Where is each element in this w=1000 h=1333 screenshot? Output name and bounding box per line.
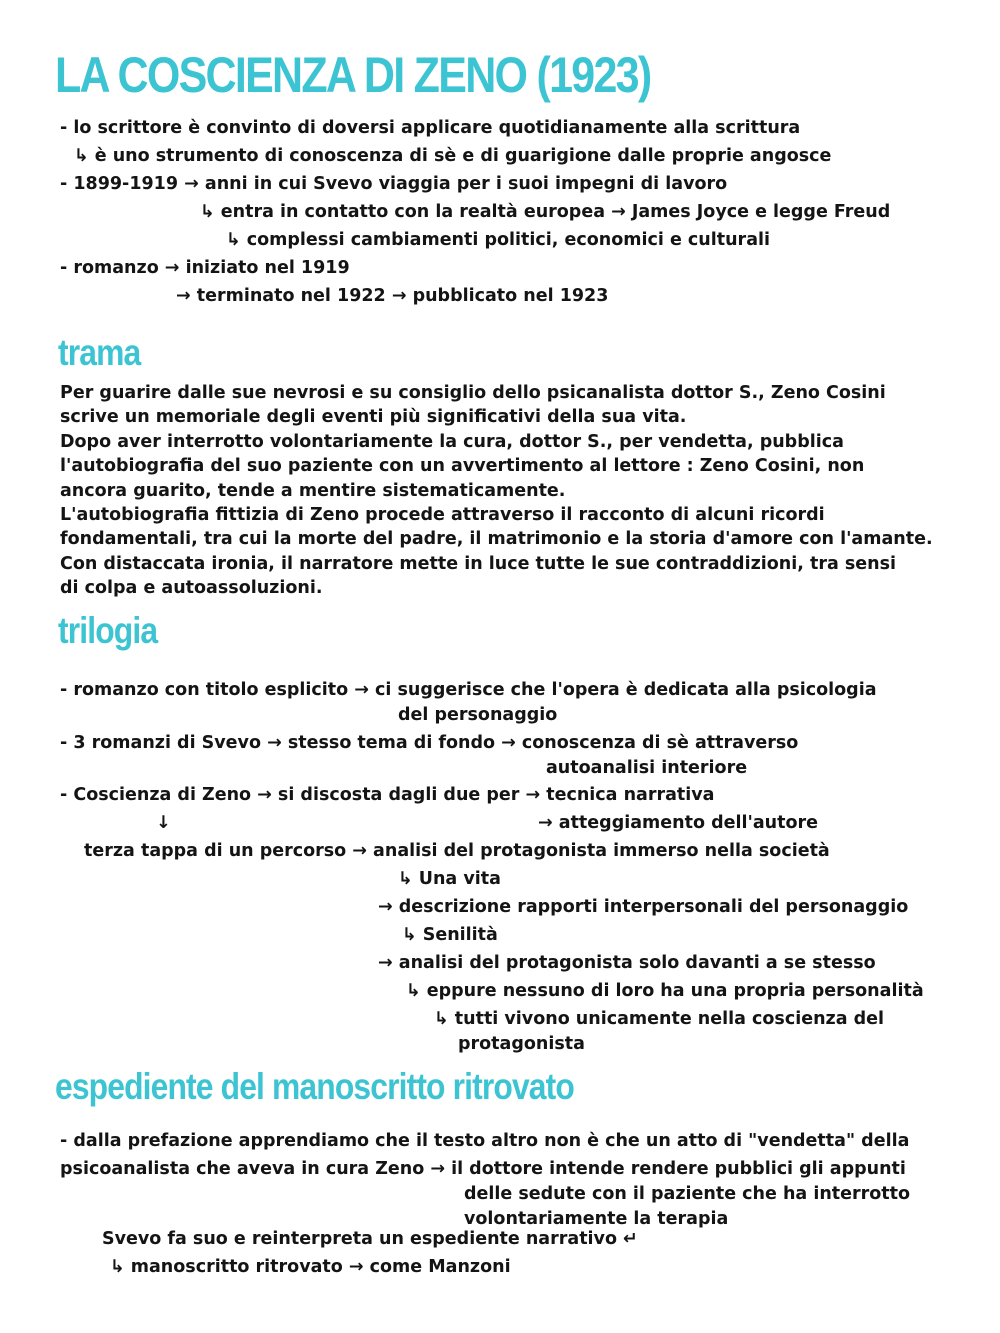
trilogia-line: protagonista (458, 1034, 585, 1054)
trilogia-line: - Coscienza di Zeno → si discosta dagli due per → tecnica narrativa (60, 785, 715, 805)
trama-line: Con distaccata ironia, il narratore mette in luce tutte le sue contraddizioni, tra sensi (60, 553, 897, 574)
trama-paragraph (60, 381, 965, 601)
intro-line: - lo scrittore è convinto di doversi applicare quotidianamente alla scrittura (60, 118, 801, 138)
intro-line: ↳ è uno strumento di conoscenza di sè e di guarigione dalle proprie angosce (74, 146, 832, 166)
trilogia-line: - 3 romanzi di Svevo → stesso tema di fondo → conoscenza di sè attraverso (60, 733, 799, 753)
trilogia-line: terza tappa di un percorso → analisi del protagonista immerso nella società (84, 841, 830, 861)
trilogia-line: del personaggio (398, 705, 558, 725)
trama-line: Dopo aver interrotto volontariamente la cura, dottor S., per vendetta, pubblica (60, 431, 844, 452)
trilogia-line: ↳ Una vita (398, 869, 501, 889)
trama-line: L'autobiografia fittizia di Zeno procede attraverso il racconto di alcuni ricordi (60, 505, 825, 526)
trilogia-line: → descrizione rapporti interpersonali del personaggio (378, 897, 909, 917)
intro-line: - romanzo → iniziato nel 1919 (60, 258, 350, 278)
intro-line: ↳ entra in contatto con la realtà europea → James Joyce e legge Freud (200, 202, 891, 222)
espediente-line: - dalla prefazione apprendiamo che il testo altro non è che un atto di "vendetta" della (60, 1131, 910, 1151)
trilogia-line: ↳ tutti vivono unicamente nella coscienza del (434, 1009, 885, 1029)
espediente-line: volontariamente la terapia (464, 1209, 729, 1229)
trama-line: l'autobiografia del suo paziente con un avvertimento al lettore : Zeno Cosini, non (60, 456, 865, 477)
intro-line: → terminato nel 1922 → pubblicato nel 1923 (176, 286, 609, 306)
trama-line: fondamentali, tra cui la morte del padre, il matrimonio e la storia d'amore con l'amante. (60, 529, 933, 550)
down-arrow: ↓ (156, 813, 171, 833)
trama-heading: trama (58, 332, 141, 373)
espediente-line: ↳ manoscritto ritrovato → come Manzoni (110, 1257, 511, 1277)
trilogia-line: ↳ eppure nessuno di loro ha una propria personalità (406, 981, 924, 1001)
trama-line: ancora guarito, tende a mentire sistematicamente. (60, 480, 566, 501)
espediente-line: Svevo fa suo e reinterpreta un espediente narrativo ↵ (102, 1229, 638, 1249)
trama-line: Per guarire dalle sue nevrosi e su consiglio dello psicanalista dottor S., Zeno Cosini (60, 383, 886, 403)
trilogia-line: autoanalisi interiore (546, 758, 748, 778)
trilogia-heading: trilogia (58, 610, 158, 651)
intro-line: ↳ complessi cambiamenti politici, economici e culturali (226, 230, 770, 250)
espediente-heading: espediente del manoscritto ritrovato (55, 1066, 574, 1107)
espediente-line: psicoanalista che aveva in cura Zeno → il dottore intende rendere pubblici gli appunti (60, 1159, 906, 1179)
trama-line: di colpa e autoassoluzioni. (60, 578, 323, 599)
trama-line: scrive un memoriale degli eventi più significativi della sua vita. (60, 407, 687, 428)
trilogia-line: ↳ Senilità (402, 925, 498, 945)
page-title: LA COSCIENZA DI ZENO (1923) (55, 47, 651, 103)
trilogia-line: → analisi del protagonista solo davanti a se stesso (378, 953, 876, 973)
trilogia-line: → atteggiamento dell'autore (538, 813, 818, 833)
trilogia-line: - romanzo con titolo esplicito → ci suggerisce che l'opera è dedicata alla psicologia (60, 680, 877, 700)
espediente-line: delle sedute con il paziente che ha interrotto (464, 1184, 911, 1204)
intro-line: - 1899-1919 → anni in cui Svevo viaggia per i suoi impegni di lavoro (60, 174, 728, 194)
